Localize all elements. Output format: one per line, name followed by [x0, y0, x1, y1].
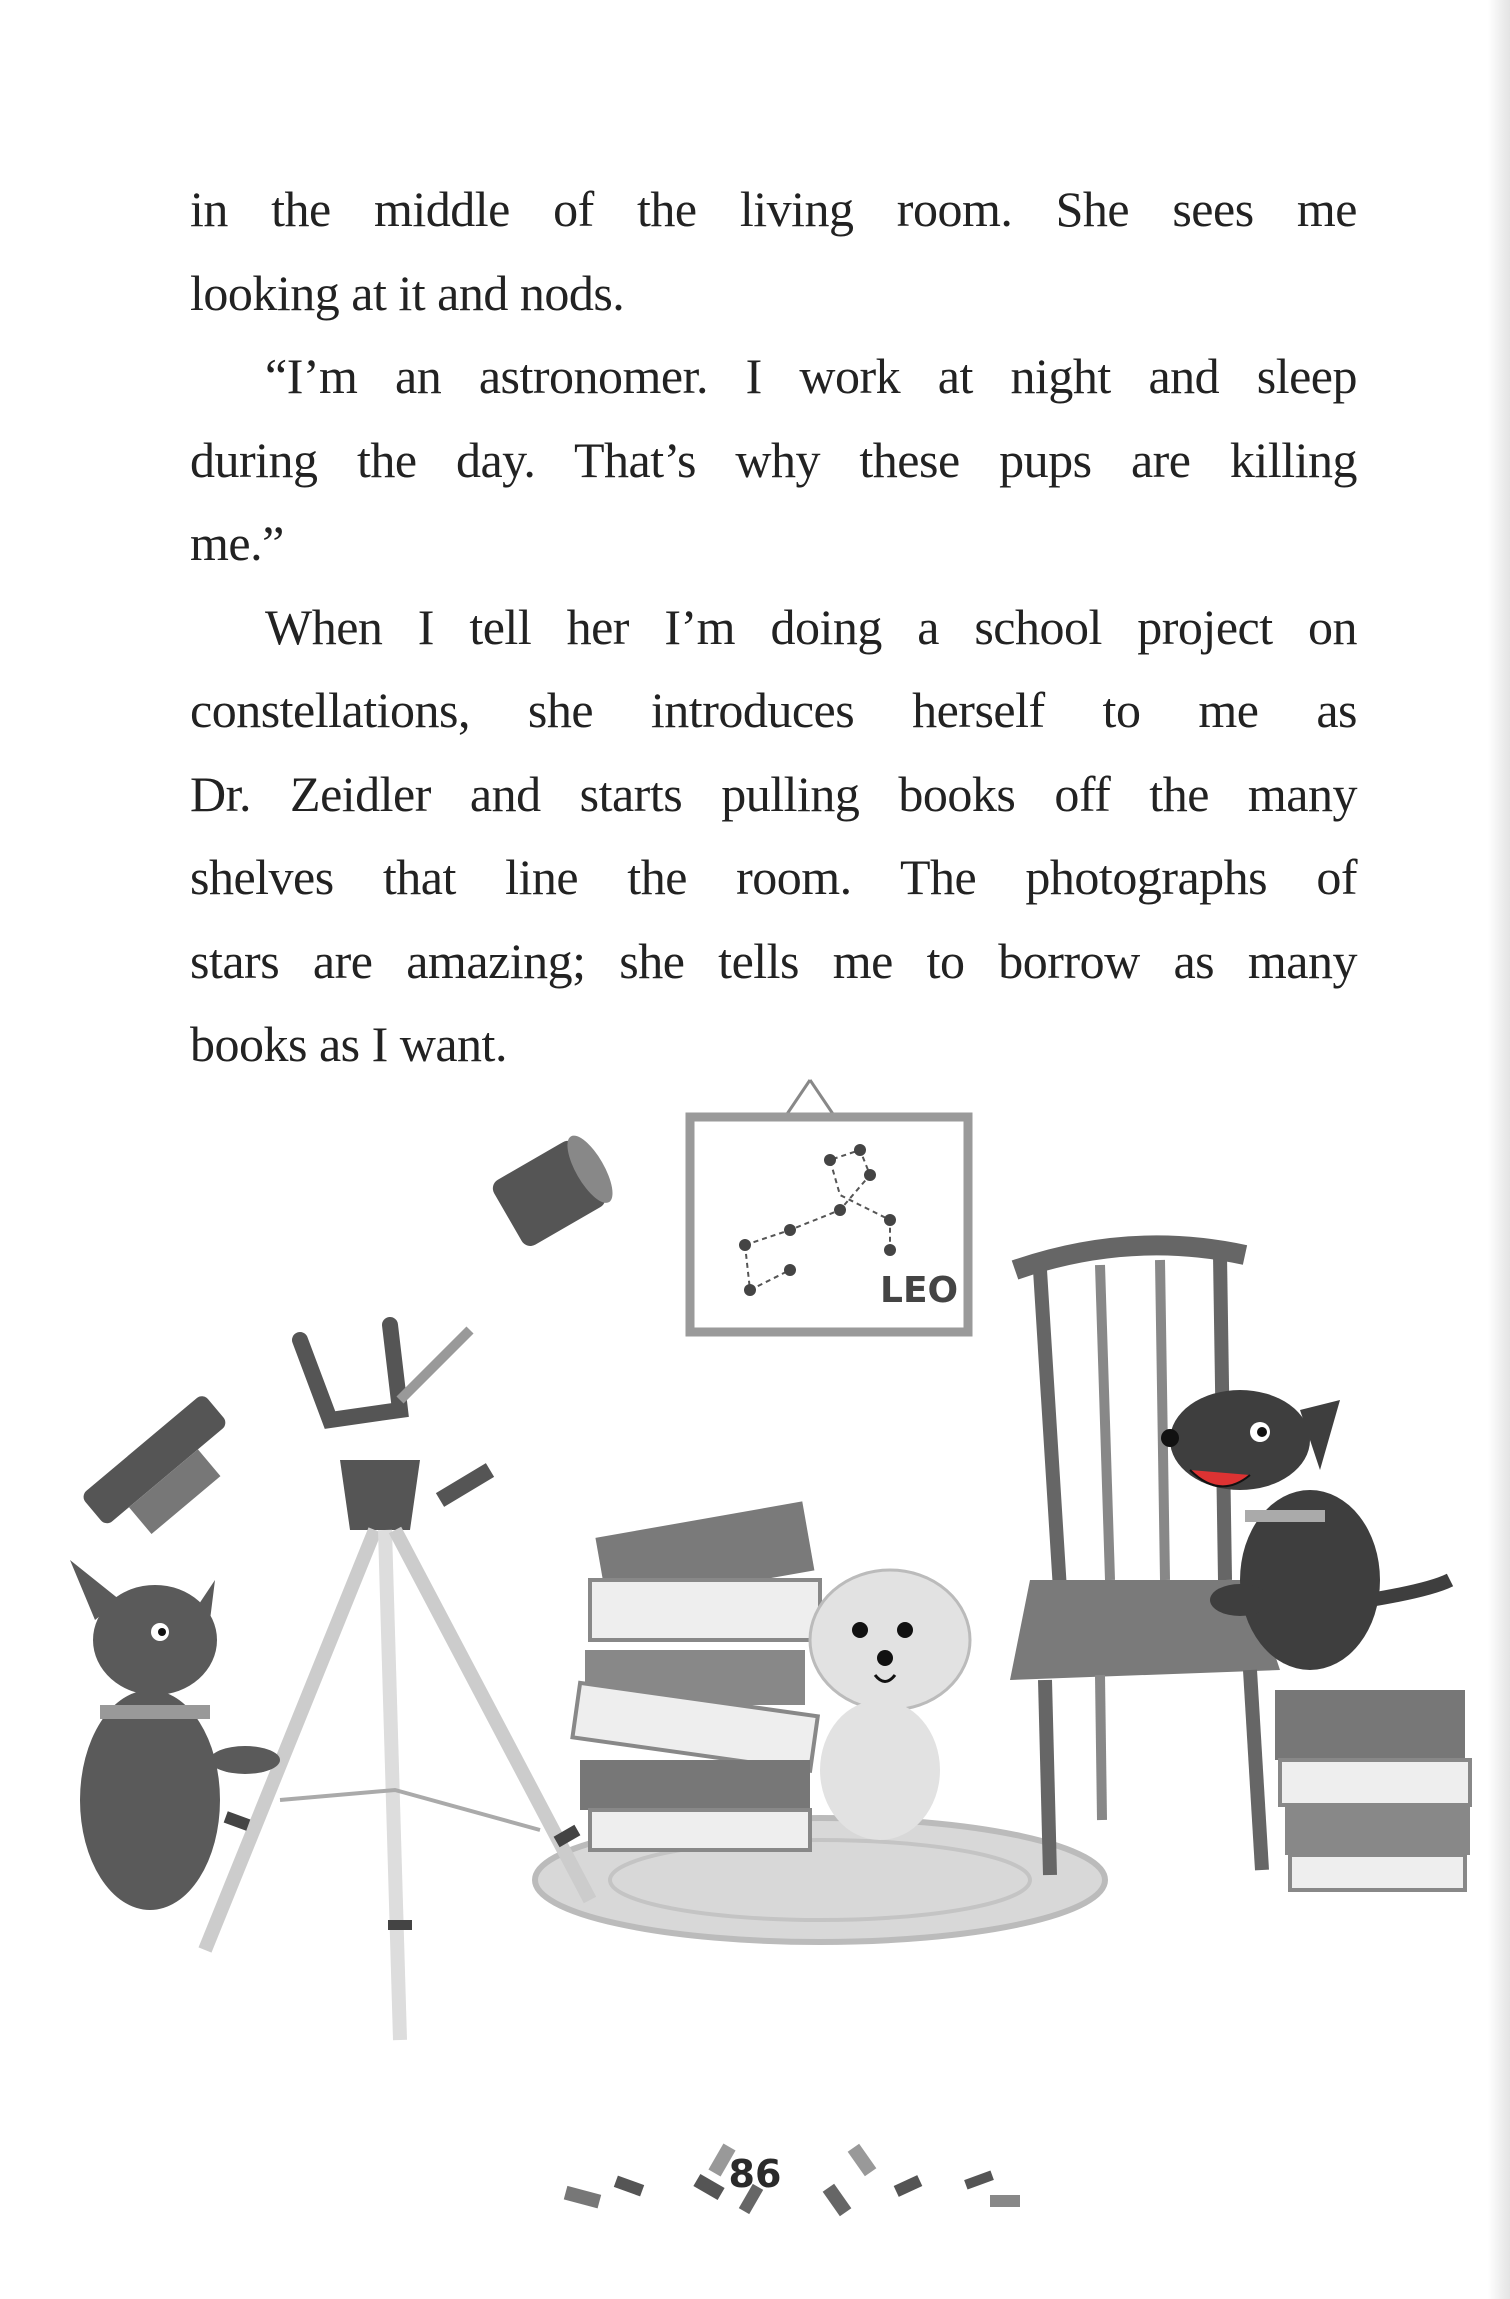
confetti-right-decoration: [815, 2140, 1115, 2230]
text-line: Dr. Zeidler and starts pulling books off the many: [190, 765, 1357, 822]
lens-cap: [489, 1129, 621, 1249]
text-line: books as I want.: [190, 1016, 507, 1072]
leo-poster: [690, 1080, 968, 1332]
text-line: looking at it and nods.: [190, 264, 625, 321]
text-line: When I tell her I’m doing a school project on: [265, 598, 1357, 655]
page-number: 86: [728, 2152, 782, 2196]
poster-label: LEO: [880, 1270, 959, 1311]
text-line: during the day. That’s why these pups are killing: [190, 431, 1357, 488]
chair: [1010, 1245, 1280, 1875]
text-line: “I’m an astronomer. I work at night and sleep: [265, 348, 1357, 404]
text-line: shelves that line the room. The photographs of: [190, 849, 1357, 905]
body-text: [190, 168, 1357, 1087]
text-line: me.”: [190, 515, 284, 571]
eyepiece: [80, 1393, 251, 1553]
telescope: [205, 1325, 590, 2040]
dog-middle: [810, 1570, 970, 1840]
book-stack-right: [1275, 1690, 1470, 1890]
book-stack: [572, 1501, 820, 1850]
illustration: [0, 1060, 1510, 2080]
text-line: in the middle of the living room. She sees me: [190, 181, 1357, 237]
text-line: constellations, she introduces herself to me as: [190, 682, 1357, 738]
text-line: stars are amazing; she tells me to borrow as many: [190, 932, 1357, 989]
